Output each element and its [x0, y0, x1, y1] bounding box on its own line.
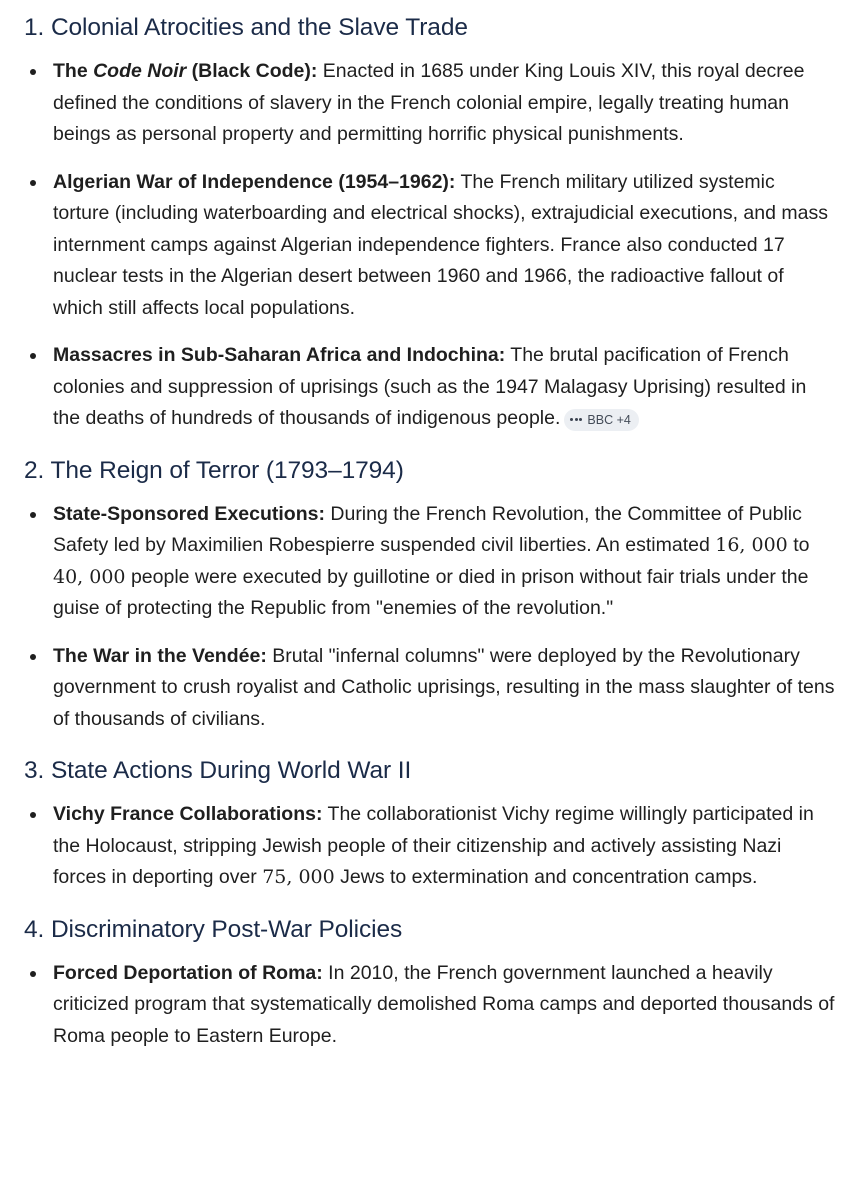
- item-text: The brutal pacification of French colonies and suppression of uprisings (such as the 1947 Malagasy Uprising) resulted in the deaths of hundreds of thousands of indigenous people.: [53, 344, 807, 429]
- item-lead-italic: Code Noir: [93, 60, 187, 82]
- item-text: to: [787, 534, 810, 556]
- item-lead: Vichy France Collaborations:: [53, 803, 323, 825]
- item-text: Enacted in 1685 under King Louis XIV, this royal decree defined the conditions of slavery in the French colonial empire, legally treating human beings as personal property and permitting horrific physical punishments.: [53, 60, 805, 145]
- list-item: [24, 167, 836, 325]
- section-heading: 3. State Actions During World War II: [24, 757, 412, 784]
- list-item: [24, 56, 836, 151]
- source-chip[interactable]: [564, 409, 638, 431]
- section-heading: 1. Colonial Atrocities and the Slave Trade: [24, 14, 468, 41]
- item-lead: The Code Noir (Black Code):: [53, 60, 318, 82]
- list-item: [24, 641, 836, 736]
- section-heading: 4. Discriminatory Post-War Policies: [24, 915, 403, 943]
- source-chip-label: BBC +4: [587, 412, 631, 427]
- item-text: people were executed by guillotine or died in prison without fair trials under the guise of protecting the Republic from "enemies of the revolution.": [53, 565, 809, 619]
- list-item: [24, 799, 836, 894]
- list-item: [24, 958, 836, 1053]
- section-world-war-ii: [24, 751, 836, 894]
- more-dots-icon: [570, 418, 582, 421]
- section-post-war-policies: [24, 910, 836, 1053]
- item-lead: Algerian War of Independence (1954–1962):: [53, 170, 456, 193]
- math-number: 16, 000: [715, 534, 788, 556]
- item-text: In 2010, the French government launched a heavily criticized program that systematically demolished Roma camps and deported thousands of Roma people to Eastern Europe.: [53, 961, 835, 1047]
- item-text: Brutal "infernal columns" were deployed by the Revolutionary government to crush royalist and Catholic uprisings, resulting in the mass slaughter of tens of thousands of civilians.: [53, 644, 835, 730]
- item-lead: The War in the Vendée:: [53, 644, 267, 667]
- list-item: [24, 499, 836, 625]
- bullet-list: [24, 799, 836, 894]
- bullet-list: [24, 56, 836, 435]
- item-text: Jews to extermination and concentration camps.: [334, 866, 758, 888]
- list-item: [24, 340, 836, 435]
- bullet-list: [24, 499, 836, 736]
- section-reign-of-terror: [24, 451, 836, 736]
- item-lead: Forced Deportation of Roma:: [53, 961, 323, 984]
- section-colonial-atrocities: [24, 8, 836, 435]
- bullet-list: [24, 958, 836, 1053]
- math-number: 75, 000: [262, 866, 335, 888]
- item-lead: State-Sponsored Executions:: [53, 502, 325, 525]
- item-text: The collaborationist Vichy regime willingly participated in the Holocaust, stripping Jewish people of their citizenship and actively assisting Nazi forces in deporting over: [53, 803, 814, 888]
- item-lead: Massacres in Sub-Saharan Africa and Indochina:: [53, 344, 506, 366]
- math-number: 40, 000: [53, 565, 126, 588]
- item-text: The French military utilized systemic torture (including waterboarding and electrical shocks), extrajudicial executions, and mass internment camps against Algerian independence fighters. France also conducted 17 nuclear tests in the Algerian desert between 1960 and 1966, the radioactive fallout of which still affects local populations.: [53, 170, 828, 319]
- item-text: During the French Revolution, the Committee of Public Safety led by Maximilien Robespierre suspended civil liberties. An estimated: [53, 502, 802, 556]
- section-heading: 2. The Reign of Terror (1793–1794): [24, 456, 404, 484]
